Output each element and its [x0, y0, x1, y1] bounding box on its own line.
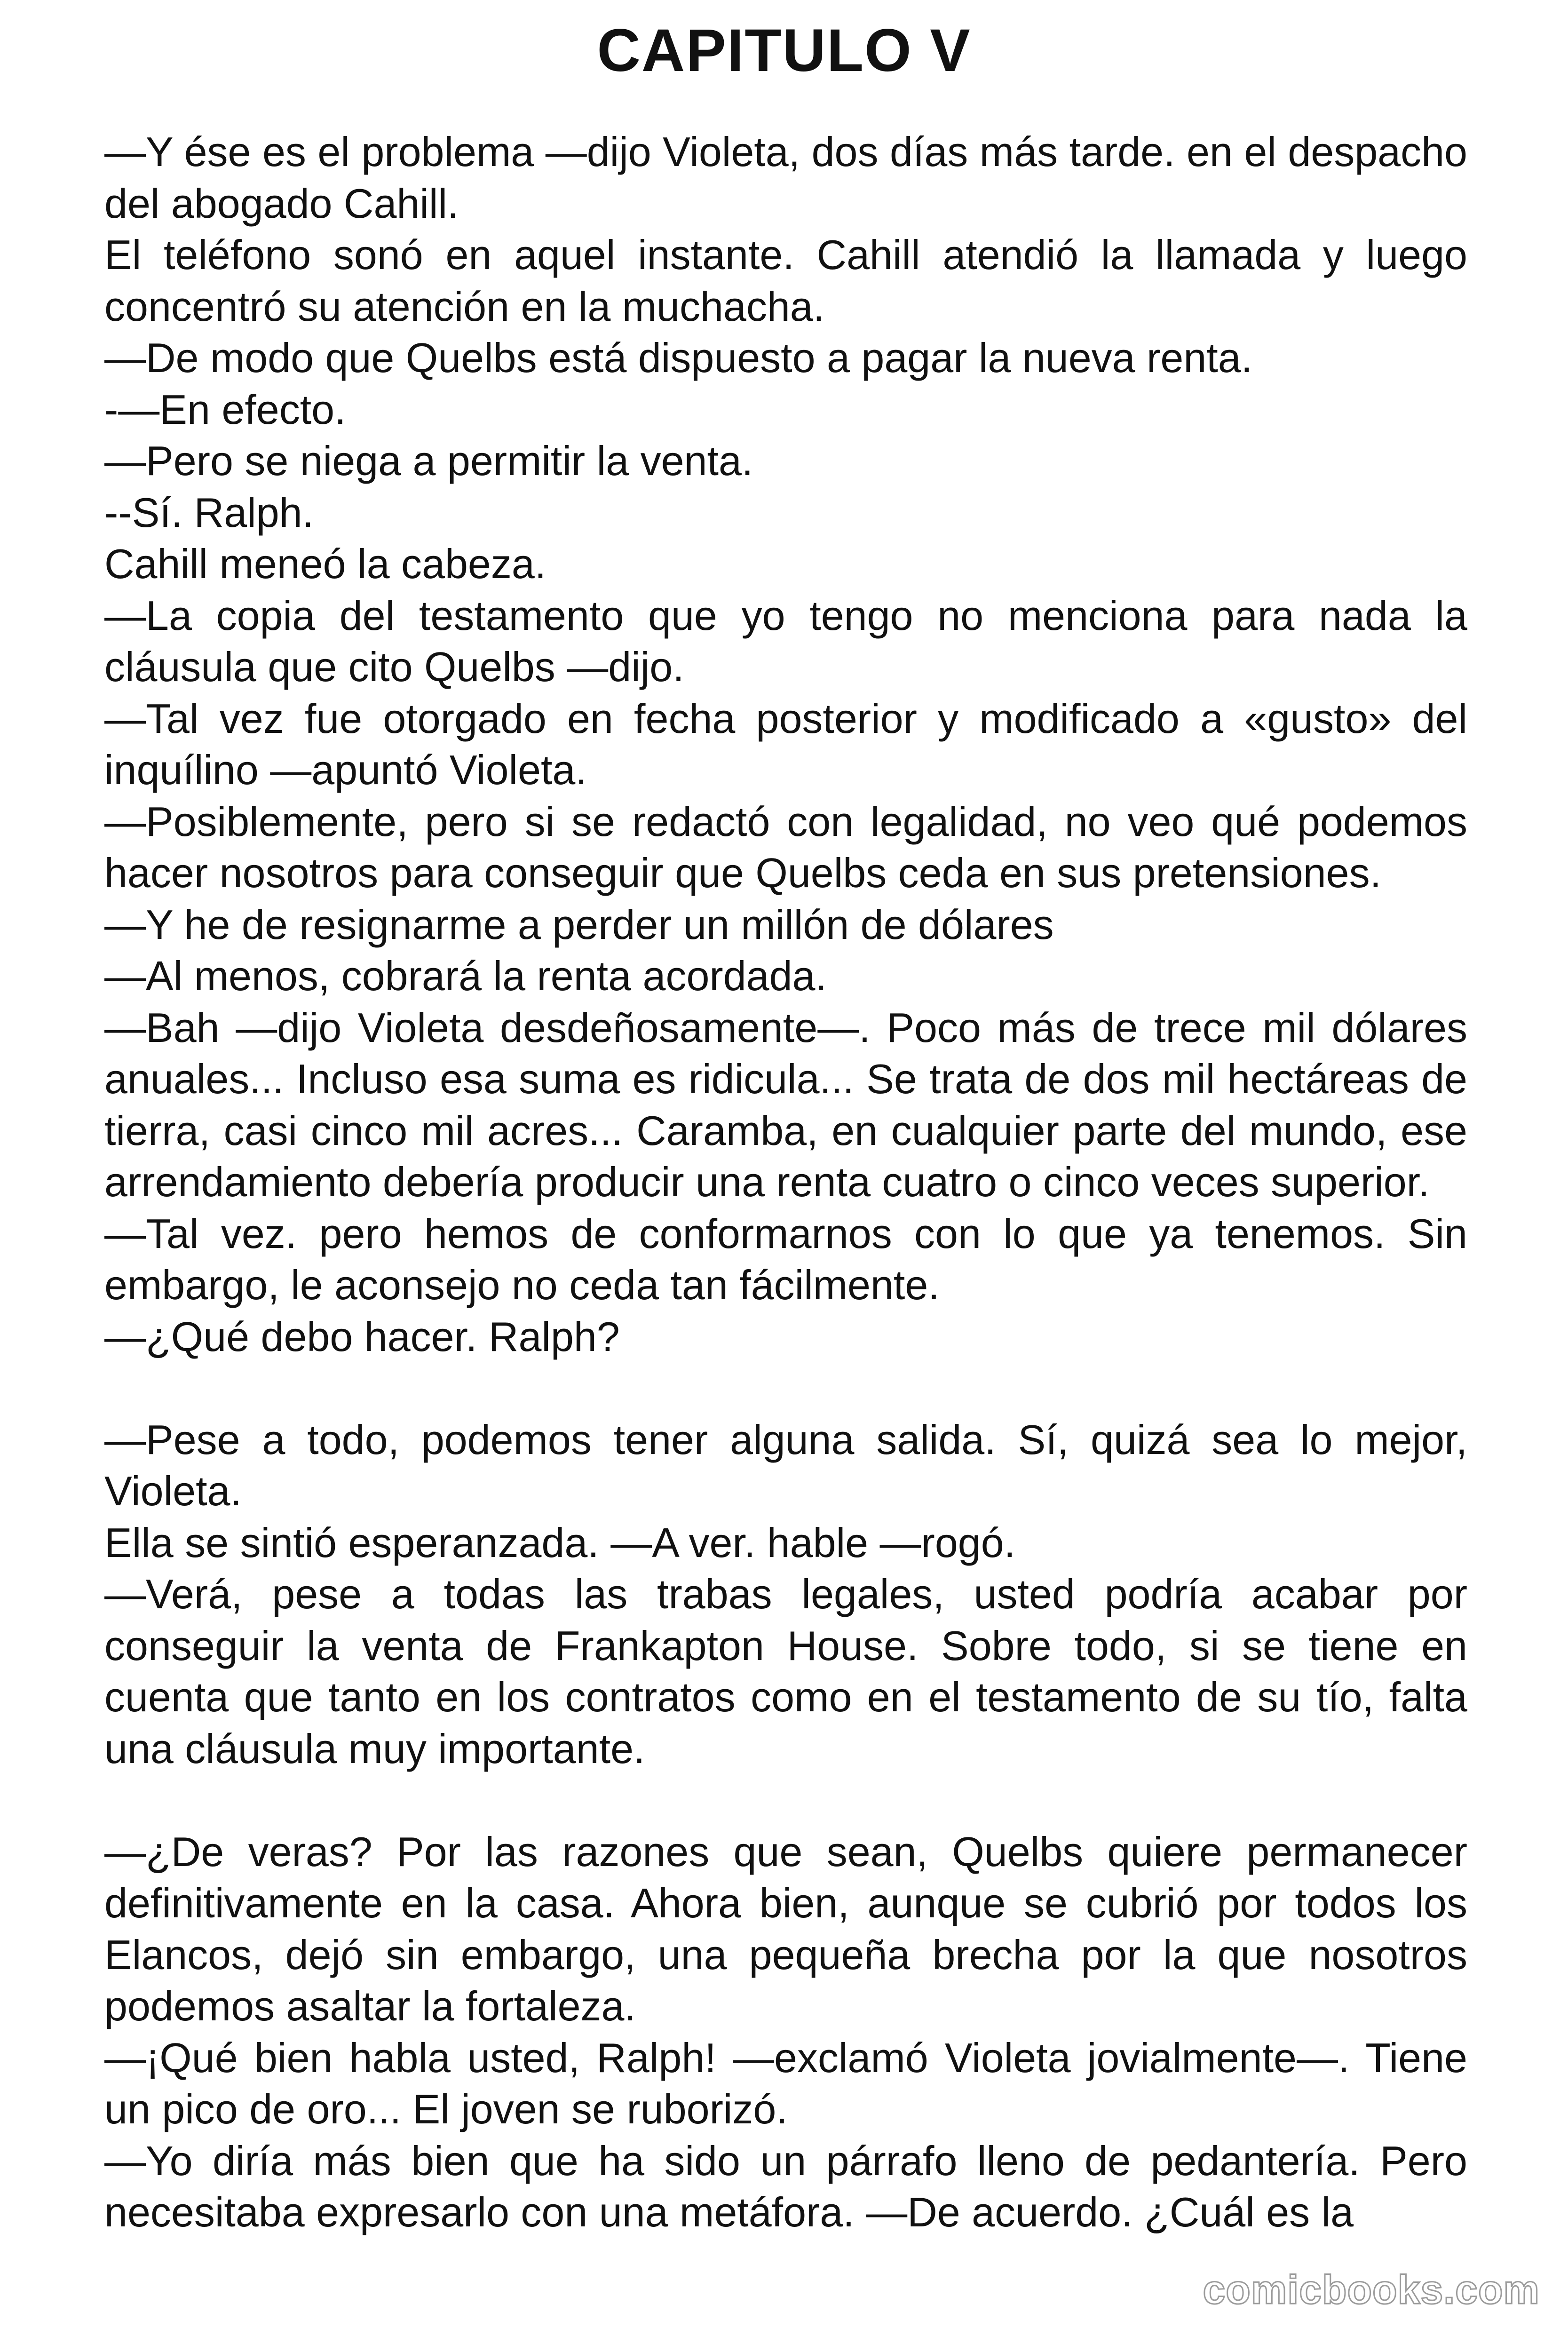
paragraph: —Al menos, cobrará la renta acordada.	[104, 953, 827, 999]
paragraph: El teléfono sonó en aquel instante. Cahill atendió la llamada y luego concentró su atención en la muchacha.	[104, 231, 1467, 330]
paragraph: —Y ése es el problema —dijo Violeta, dos días más tarde. en el despacho del abogado Cahill.	[104, 128, 1467, 227]
paragraph: -—En efecto.	[104, 386, 346, 433]
paragraph: —Posiblemente, pero si se redactó con legalidad, no veo qué podemos hacer nosotros para conseguir que Quelbs ceda en sus pretensiones.	[104, 798, 1467, 896]
paragraph: —Tal vez fue otorgado en fecha posterior y modificado a «gusto» del inquílino —apuntó Violeta.	[104, 695, 1467, 793]
paragraph: —Yo diría más bien que ha sido un párrafo lleno de pedantería. Pero necesitaba expresarlo con una metáfora. —De acuerdo. ¿Cuál es la	[104, 2137, 1467, 2235]
paragraph: —Pero se niega a permitir la venta.	[104, 437, 753, 484]
paragraph: —Bah —dijo Violeta desdeñosamente—. Poco más de trece mil dólares anuales... Incluso esa suma es ridicula... Se trata de dos mil hectáreas de tierra, casi cinco mil acres... Caramba, en cualquier parte del mundo, ese arrendamiento debería producir una renta cuatro o cinco veces superior.	[104, 1004, 1467, 1205]
paragraph: Cahill meneó la cabeza.	[104, 540, 546, 587]
paragraph: --Sí. Ralph.	[104, 489, 314, 536]
site-watermark: comicbooks.com	[1203, 2267, 1540, 2312]
paragraph: —¿Qué debo hacer. Ralph?	[104, 1313, 620, 1360]
paragraph: —Verá, pese a todas las trabas legales, usted podría acabar por conseguir la venta de Frankapton House. Sobre todo, si se tiene en cuenta que tanto en los contratos como en el testamento de su tío, falta una cláusula muy importante.	[104, 1571, 1467, 1772]
paragraph: —¿De veras? Por las razones que sean, Quelbs quiere permanecer definitivamente en la casa. Ahora bien, aunque se cubrió por todos los Elancos, dejó sin embargo, una pequeña brecha por la que nosotros podemos asaltar la fortaleza.	[104, 1828, 1467, 2029]
paragraph: —Tal vez. pero hemos de conformarnos con lo que ya tenemos. Sin embargo, le aconsejo no ceda tan fácilmente.	[104, 1210, 1467, 1308]
paragraph: —De modo que Quelbs está dispuesto a pagar la nueva renta.	[104, 334, 1253, 381]
paragraph: —La copia del testamento que yo tengo no menciona para nada la cláusula que cito Quelbs —dijo.	[104, 592, 1467, 690]
chapter-body	[104, 126, 1467, 2238]
paragraph: —¡Qué bien habla usted, Ralph! —exclamó Violeta jovialmente—. Tiene un pico de oro... El joven se ruborizó.	[104, 2034, 1467, 2132]
chapter-title: CAPITULO V	[597, 17, 971, 84]
paragraph: —Y he de resignarme a perder un millón de dólares	[104, 901, 1054, 948]
paragraph: Ella se sintió esperanzada. —A ver. hable —rogó.	[104, 1519, 1016, 1566]
paragraph: —Pese a todo, podemos tener alguna salida. Sí, quizá sea lo mejor, Violeta.	[104, 1416, 1467, 1514]
